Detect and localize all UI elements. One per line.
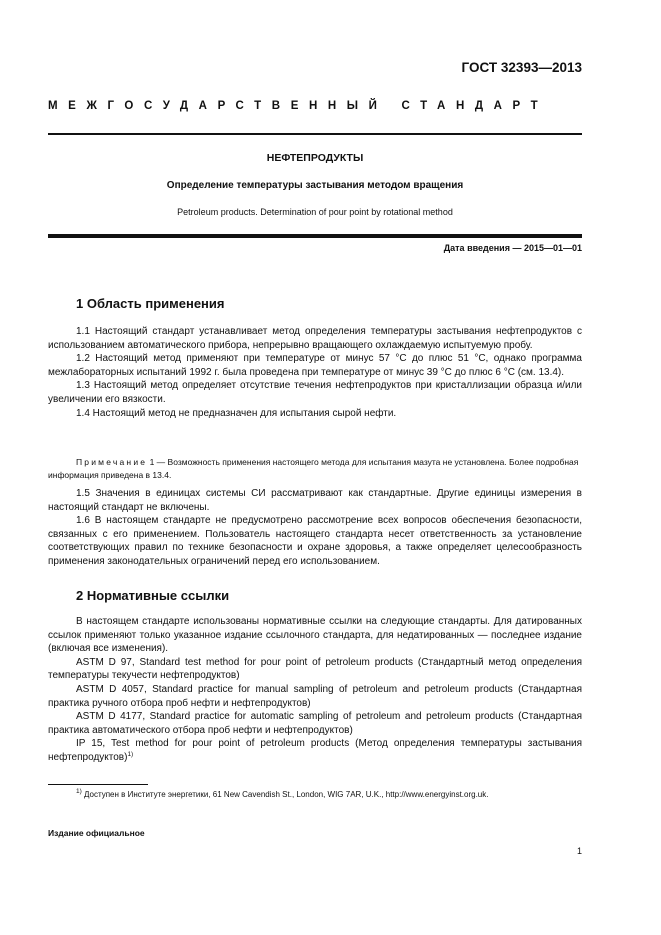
interstate-word-1: МЕЖГОСУДАРСТВЕННЫЙ <box>48 100 388 112</box>
section-2-heading: 2 Нормативные ссылки <box>76 588 230 603</box>
footnote-divider <box>48 784 148 785</box>
clause-1-1: 1.1 Настоящий стандарт устанавливает метод определения температуры застывания нефтепродуктов с использованием автоматического прибора, непрерывно вращающего охлаждаемую испытуемую пробу. <box>48 326 582 351</box>
reference-ip15 <box>48 737 582 764</box>
references-intro: В настоящем стандарте использованы нормативные ссылки на следующие стандарты. Для датированных ссылок применяют только указанное издание ссылочного стандарта, для недатированных — последнее издание (включая все изменения). <box>48 616 582 655</box>
document-subtitle: Определение температуры застывания методом вращения <box>166 180 464 191</box>
clause-1-5: 1.5 Значения в единицах системы СИ рассматривают как стандартные. Другие единицы измерения в настоящий стандарт не включены. <box>48 488 582 513</box>
reference-astm-d4177: ASTM D 4177, Standard practice for automatic sampling of petroleum and petroleum products (Стандартная практика автоматического отбора проб нефти и нефтепродуктов) <box>48 711 582 736</box>
header-divider <box>48 133 582 135</box>
section-1-body-b <box>48 487 582 569</box>
section-1-body-a <box>48 325 582 420</box>
reference-ip15-footnote-mark: 1) <box>127 750 134 758</box>
reference-astm-d4057: ASTM D 4057, Standard practice for manual sampling of petroleum and petroleum products (Стандартная практика ручного отбора проб нефти и нефтепродуктов) <box>48 683 582 709</box>
clause-1-3: 1.3 Настоящий метод определяет отсутствие течения нефтепродуктов при кристаллизации образца и/или увеличении его вязкости. <box>48 380 582 405</box>
reference-astm-d97: ASTM D 97, Standard test method for pour point of petroleum products (Стандартный метод определения температуры текучести нефтепродуктов) <box>48 656 582 682</box>
introduction-date: Дата введения — 2015—01—01 <box>443 243 582 253</box>
page-number: 1 <box>576 846 582 856</box>
official-edition-label: Издание официальное <box>48 828 145 838</box>
footnote-text: Доступен в Институте энергетики, 61 New Cavendish St., London, WIG 7AR, U.K., http://www.energyinst.org.uk. <box>84 790 489 799</box>
interstate-standard-label <box>48 100 582 112</box>
title-divider <box>48 234 582 238</box>
clause-1-6: 1.6 В настоящем стандарте не предусмотрено рассмотрение всех вопросов обеспечения безопасности, связанных с его применением. Пользователь настоящего стандарта несет ответственность за установление соответствующих правил по технике безопасности и охране здоровья, а также определяет целесообразность применения законодательных ограничений перед его использованием. <box>48 515 582 567</box>
footnote-marker: 1) <box>76 788 82 795</box>
note-1 <box>48 456 582 481</box>
note-text: 1 — Возможность применения настоящего метода для испытания мазута не установлена. Более подробная информация приведена в 13.4. <box>48 457 579 480</box>
note-label: Примечание <box>76 457 148 467</box>
document-title-english: Petroleum products. Determination of pour point by rotational method <box>177 207 453 217</box>
interstate-word-2: СТАНДАРТ <box>401 100 549 112</box>
document-title: НЕФТЕПРОДУКТЫ <box>266 152 364 164</box>
clause-1-4: 1.4 Настоящий метод не предназначен для испытания сырой нефти. <box>76 407 397 419</box>
section-1-heading: 1 Область применения <box>76 296 225 311</box>
reference-ip15-text: IP 15, Test method for pour point of petroleum products (Метод определения температуры застывания нефтепродуктов) <box>48 738 582 763</box>
document-code: ГОСТ 32393—2013 <box>461 60 582 75</box>
section-2-body <box>48 615 582 765</box>
footnote <box>76 790 488 799</box>
clause-1-2: 1.2 Настоящий метод применяют при температуре от минус 57 °С до плюс 51 °С, однако программа межлабораторных испытаний 1992 г. была проведена при температуре от минус 39 °С до плюс 6 °С (см. 13.4). <box>48 353 582 378</box>
